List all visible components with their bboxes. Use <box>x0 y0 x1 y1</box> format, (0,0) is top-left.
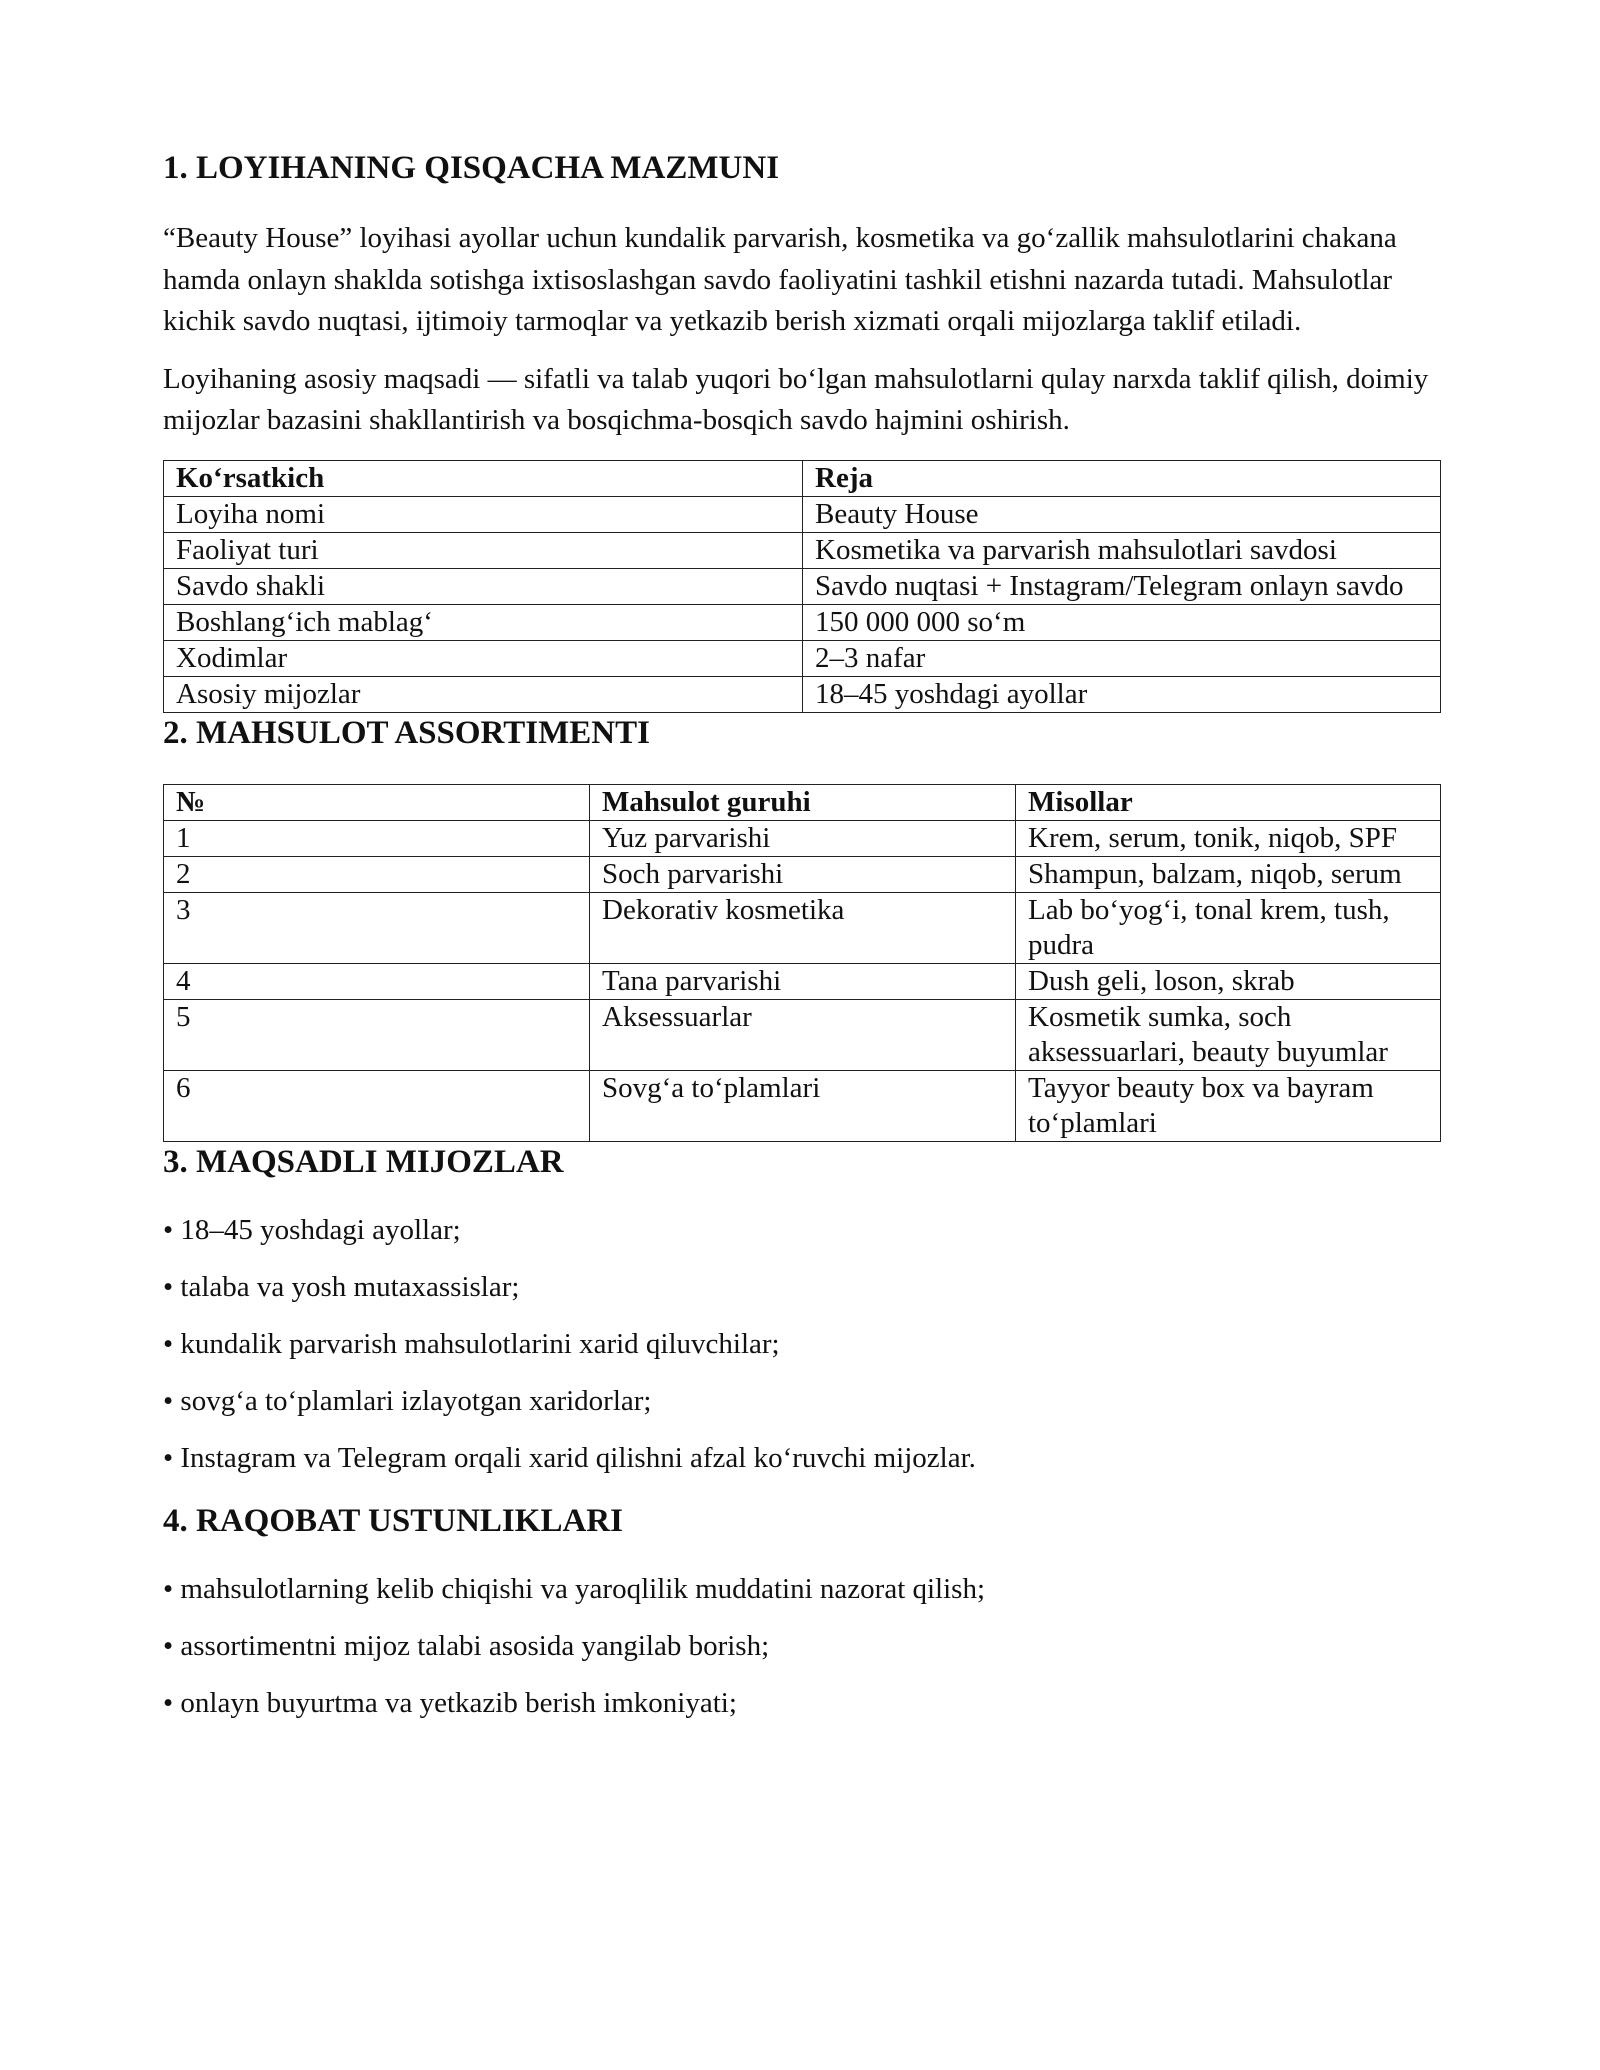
table-cell: Faoliyat turi <box>164 532 803 568</box>
table-cell: Dush geli, loson, skrab <box>1016 963 1441 999</box>
table-cell: Soch parvarishi <box>590 856 1016 892</box>
table-row <box>164 676 1441 712</box>
table-cell: 150 000 000 so‘m <box>803 604 1441 640</box>
list-item: • onlayn buyurtma va yetkazib berish imkoniyati; <box>163 1686 737 1719</box>
table-header-row <box>164 460 1441 496</box>
list-item: • 18–45 yoshdagi ayollar; <box>163 1213 461 1246</box>
table-row <box>164 496 1441 532</box>
table-cell: Tana parvarishi <box>590 963 1016 999</box>
list-item: • kundalik parvarish mahsulotlarini xarid qiluvchilar; <box>163 1327 780 1360</box>
table-header-row <box>164 784 1441 820</box>
table-row <box>164 963 1441 999</box>
table-header-cell: № <box>164 784 590 820</box>
table-cell: Dekorativ kosmetika <box>590 892 1016 963</box>
table-cell: Boshlang‘ich mablag‘ <box>164 604 803 640</box>
table-row <box>164 640 1441 676</box>
table-cell: Tayyor beauty box va bayram to‘plamlari <box>1016 1070 1441 1141</box>
table-cell: Loyiha nomi <box>164 496 803 532</box>
table-cell: Sovg‘a to‘plamlari <box>590 1070 1016 1141</box>
table-cell: Shampun, balzam, niqob, serum <box>1016 856 1441 892</box>
section-heading: 1. LOYIHANING QISQACHA MAZMUNI <box>163 150 780 186</box>
table-cell: Savdo nuqtasi + Instagram/Telegram onlayn savdo <box>803 568 1441 604</box>
table-row <box>164 568 1441 604</box>
table-row <box>164 856 1441 892</box>
table-cell: Kosmetika va parvarish mahsulotlari savdosi <box>803 532 1441 568</box>
table-cell: Asosiy mijozlar <box>164 676 803 712</box>
table-header-cell: Ko‘rsatkich <box>164 460 803 496</box>
paragraph: “Beauty House” loyihasi ayollar uchun kundalik parvarish, kosmetika va go‘zallik mahsulotlarini chakana hamda onlayn shaklda sotishga ixtisoslashgan savdo faoliyatini tashkil etishni nazarda tutadi. Mahsulotlar kichik savdo nuqtasi, ijtimoiy tarmoqlar va yetkazib berish xizmati orqali mijozlarga taklif etiladi. <box>163 222 1397 337</box>
section-heading: 3. MAQSADLI MIJOZLAR <box>163 1143 564 1180</box>
table-cell: Krem, serum, tonik, niqob, SPF <box>1016 820 1441 856</box>
list-item: • talaba va yosh mutaxassislar; <box>163 1270 520 1303</box>
table-cell: 1 <box>164 820 590 856</box>
list-item: • mahsulotlarning kelib chiqishi va yaroqlilik muddatini nazorat qilish; <box>163 1572 986 1605</box>
table-cell: 6 <box>164 1070 590 1141</box>
table-cell: Savdo shakli <box>164 568 803 604</box>
table-cell: 5 <box>164 999 590 1070</box>
table-cell: 4 <box>164 963 590 999</box>
section-heading: 2. MAHSULOT ASSORTIMENTI <box>163 714 650 751</box>
table-header-cell: Reja <box>803 460 1441 496</box>
table-cell: 18–45 yoshdagi ayollar <box>803 676 1441 712</box>
table-row <box>164 1070 1441 1141</box>
table-row <box>164 532 1441 568</box>
table-cell: 2 <box>164 856 590 892</box>
table-row <box>164 892 1441 963</box>
list-item: • sovg‘a to‘plamlari izlayotgan xaridorlar; <box>163 1384 652 1417</box>
table-header-cell: Mahsulot guruhi <box>590 784 1016 820</box>
table-cell: 2–3 nafar <box>803 640 1441 676</box>
paragraph: Loyihaning asosiy maqsadi — sifatli va talab yuqori bo‘lgan mahsulotlarni qulay narxda taklif qilish, doimiy mijozlar bazasini shakllantirish va bosqichma-bosqich savdo hajmini oshirish. <box>163 362 1429 436</box>
table-header-cell: Misollar <box>1016 784 1441 820</box>
summary-table <box>163 460 1441 713</box>
table-cell: Aksessuarlar <box>590 999 1016 1070</box>
table-cell: 3 <box>164 892 590 963</box>
section-heading: 4. RAQOBAT USTUNLIKLARI <box>163 1502 623 1539</box>
table-row <box>164 604 1441 640</box>
list-item: • Instagram va Telegram orqali xarid qilishni afzal ko‘ruvchi mijozlar. <box>163 1441 976 1474</box>
assortment-table <box>163 784 1441 1142</box>
table-row <box>164 999 1441 1070</box>
table-cell: Lab bo‘yog‘i, tonal krem, tush, pudra <box>1016 892 1441 963</box>
table-cell: Xodimlar <box>164 640 803 676</box>
document-page <box>163 148 1440 1723</box>
table-cell: Yuz parvarishi <box>590 820 1016 856</box>
list-item: • assortimentni mijoz talabi asosida yangilab borish; <box>163 1629 770 1662</box>
table-cell: Kosmetik sumka, soch aksessuarlari, beauty buyumlar <box>1016 999 1441 1070</box>
table-row <box>164 820 1441 856</box>
table-cell: Beauty House <box>803 496 1441 532</box>
